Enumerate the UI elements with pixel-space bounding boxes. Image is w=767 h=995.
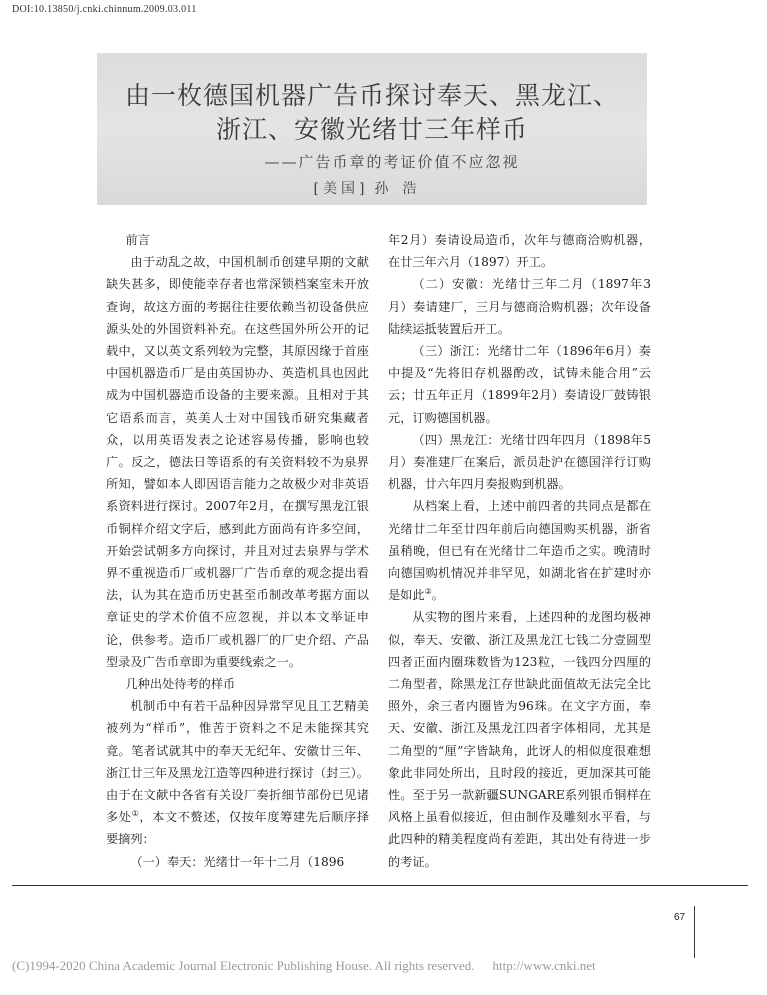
article-title-line-2: 浙江、安徽光绪廿三年样币 xyxy=(215,115,528,144)
section-heading-pattern-coins: 几种出处待考的样币 xyxy=(125,677,236,692)
section-heading-preface: 前言 xyxy=(125,233,150,247)
page-number-rule xyxy=(694,906,695,958)
paragraph-text: 。 xyxy=(431,588,444,603)
article-title-line-1: 由一枚德国机器广告币探讨奉天、黑龙江、 xyxy=(124,81,619,110)
bottom-rule xyxy=(12,885,748,886)
author-name: 孙浩 xyxy=(374,181,431,197)
paragraph-anhui: （二）安徽：光绪廿三年二月（1897年3月）奏请建厂，三月与德商洽购机器；次年设备陆续运抵装置后开工。 xyxy=(388,277,651,336)
right-column xyxy=(388,229,651,873)
paragraph-archives xyxy=(388,495,651,606)
paragraph-zhejiang: （三）浙江：光绪廿二年（1896年6月）奏中提及“先将旧存机器酌改，试铸未能合用”云云；廿五年正月（1899年2月）奏请设厂鼓铸银元，订购德国机器。 xyxy=(388,344,651,425)
author-byline xyxy=(97,178,647,198)
paragraph-text: 机制币中有若干品种因异常罕见且工艺精美被列为“样币”，惟苦于资料之不足未能探其究竟。笔者试就其中的奉天无纪年、安徽廿三年、浙江廿三年及黑龙江造等四种进行探讨（封三）。由于在文献中各省有关设厂奏折细节部份已见诸多处 xyxy=(106,699,369,825)
paragraph-preface: 由于动乱之故，中国机制币创建早期的文献缺失甚多，即使能幸存者也常深锁档案室未开放查询，故这方面的考据往往要依赖当初设备供应源头处的外国资料补充。在这些国外所公开的记载中，又以英文系列较为完整，其原因缘于首座中国机器造币厂是由英国协办、英造机具也因此成为中国机器造币设备的主要来源。且相对于其它语系而言，英美人士对中国钱币研究集藏者众，以用英语发表之论述容易传播，影响也较广。反之，德法日等语系的有关资料较不为泉界所知，譬如本人即因语言能力之故极少对非英语系资料进行探讨。2007年2月，在撰写黑龙江银币铜样介绍文字后，感到此方面尚有许多空间，开始尝试朝多方向探讨，并且对过去泉界与学术界不重视造币厂或机器厂广告币章的观念提出看法，认为其在造币历史甚至币制改革考据方面以章证史的学术价值不应忽视，并以本文举证申论，供参考。造币厂或机器厂的厂史介绍、产品型录及广告币章即为重要线索之一。 xyxy=(106,255,369,669)
footer-url-link[interactable]: http://www.cnki.net xyxy=(492,958,596,973)
paragraph-heilongjiang: （四）黑龙江：光绪廿四年四月（1898年5月）奏准建厂在案后，派员赴沪在德国洋行订购机器，廿六年四月奏报购到机器。 xyxy=(388,432,651,492)
page-number: 67 xyxy=(674,912,686,923)
title-banner xyxy=(97,53,647,205)
paragraph-pattern-coins xyxy=(106,695,369,850)
footnote-ref-1[interactable]: ① xyxy=(131,809,140,819)
paragraph-text: ，本文不赘述，仅按年度筹建先后顺序择要摘列： xyxy=(106,810,370,847)
doi-header: DOI:10.13850/j.cnki.chinnum.2009.03.011 xyxy=(12,4,197,15)
author-country: [美国] xyxy=(313,181,369,197)
footnote-ref-2[interactable]: ② xyxy=(424,587,432,597)
article-subtitle: ——广告币章的考证价值不应忽视 xyxy=(264,153,520,171)
paragraph-physical-evidence: 从实物的图片来看，上述四种的龙图均极神似，奉天、安徽、浙江及黑龙江七钱二分壹圆型四者正面内圈珠数皆为123粒，一钱四分四厘的二角型者，除黑龙江存世缺此面值故无法完全比照外，余三者内圈皆为96珠。在文字方面，奉天、安徽、浙江及黑龙江四者字体相同，尤其是二角型的“厘”字皆缺角，此讶人的相似度很难想象此非同处所出，且时段的接近，更加深其可能性。至于另一款新疆SUNGARE系列银币铜样在风格上虽看似接近，但由制作及雕刻水平看，与此四种的精美程度尚有差距，其出处有待进一步的考证。 xyxy=(388,610,651,869)
paragraph-fengtian-cont: 年2月）奏请设局造币，次年与德商洽购机器，在廿三年六月（1897）开工。 xyxy=(388,233,651,270)
copyright-footer xyxy=(12,958,596,974)
left-column xyxy=(106,229,369,873)
paragraph-fengtian: （一）奉天：光绪廿一年十二月（1896 xyxy=(130,854,345,869)
paragraph-text: 从档案上看，上述中前四者的共同点是都在光绪廿二年至廿四年前后向德国购买机器，浙省虽稍晚，但已有在光绪廿二年造币之实。晚清时向德国购机情况并非罕见，如湖北省在扩建时亦是如此 xyxy=(388,499,651,603)
copyright-text: (C)1994-2020 China Academic Journal Electronic Publishing House. All rights reserved. xyxy=(12,958,475,973)
